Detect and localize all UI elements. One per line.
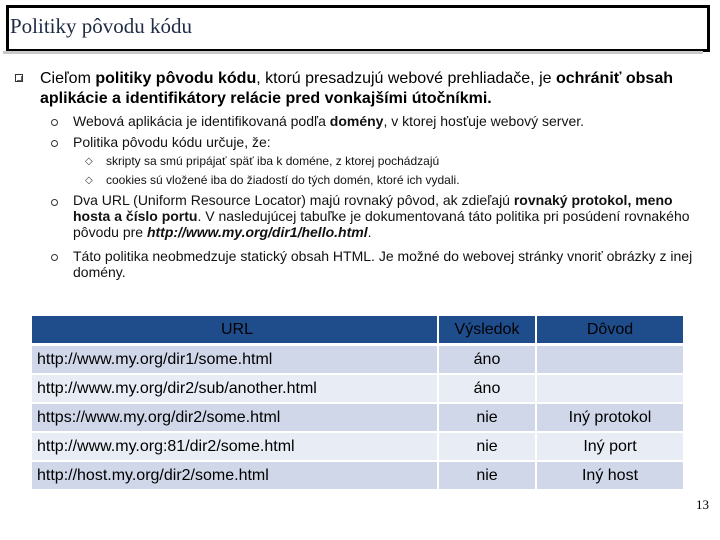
diamond-bullet-icon: ◇ (85, 156, 93, 167)
sub-item-3-bold: rovnaký protokol, meno hosta a číslo portu (73, 192, 673, 224)
sub-item-1-pre: Webová aplikácia je identifikovaná podľa (73, 113, 330, 129)
table-cell-result: áno (439, 346, 537, 375)
table-cell-url: https://www.my.org/dir2/some.html (32, 404, 439, 433)
circle-bullet-icon (51, 119, 58, 126)
table-row (32, 346, 683, 375)
table-row (32, 462, 683, 491)
table-cell-url: http://www.my.org:81/dir2/some.html (32, 433, 439, 462)
table-header-result: Výsledok (439, 316, 537, 346)
table-cell-reason: Iný port (537, 433, 683, 462)
square-bullet-icon (15, 74, 23, 82)
sub-item-3-url: http://www.my.org/dir1/hello.html (146, 224, 368, 240)
sub-item-3-mid: . V nasledujúcej tabuľke je dokumentovaná táto politika pri posúdení rovnakého pôvodu pre (73, 208, 690, 240)
table-row (32, 404, 683, 433)
title-shadow (3, 51, 703, 54)
sub-item-4: Táto politika neobmedzuje statický obsah HTML. Je možné do webovej stránky vnoriť obrázky z inej domény. (73, 248, 693, 280)
sub-item-3-pre: Dva URL (Uniform Resource Locator) majú rovnaký pôvod, ak zdieľajú (73, 192, 514, 208)
origin-table (32, 316, 683, 491)
sub-sub-item-1: skripty sa smú pripájať späť iba k doméne, z ktorej pochádzajú (106, 154, 440, 168)
circle-bullet-icon (51, 199, 58, 206)
main-bullet-text (40, 69, 700, 109)
table-header-url: URL (32, 316, 439, 346)
table-row (32, 375, 683, 404)
table-cell-reason: Iný protokol (537, 404, 683, 433)
sub-item-1 (73, 113, 693, 129)
table-cell-reason: Iný host (537, 462, 683, 491)
sub-sub-item-2: cookies sú vložené iba do žiadostí do tých domén, ktoré ich vydali. (106, 173, 460, 187)
circle-bullet-icon (51, 140, 58, 147)
main-bullet-mid: , ktorú presadzujú webové prehliadače, je (256, 70, 556, 87)
table-cell-reason (537, 375, 683, 404)
table-cell-url: http://host.my.org/dir2/some.html (32, 462, 439, 491)
diamond-bullet-icon: ◇ (85, 175, 93, 186)
main-bullet-prefix: Cieľom (40, 70, 96, 87)
table-cell-reason (537, 346, 683, 375)
table-header-reason: Dôvod (537, 316, 683, 346)
sub-item-2: Politika pôvodu kódu určuje, že: (73, 134, 271, 150)
table-header-row (32, 316, 683, 346)
table-cell-url: http://www.my.org/dir1/some.html (32, 346, 439, 375)
table-cell-url: http://www.my.org/dir2/sub/another.html (32, 375, 439, 404)
circle-bullet-icon (51, 254, 58, 261)
sub-item-1-bold: domény (329, 113, 384, 129)
sub-item-3 (73, 192, 693, 240)
main-bullet-bold1: politiky pôvodu kódu (95, 70, 257, 87)
table-cell-result: nie (439, 462, 537, 491)
sub-item-1-post: , v ktorej hosťuje webový server. (383, 113, 585, 129)
sub-item-3-end: . (367, 224, 372, 240)
table-cell-result: nie (439, 404, 537, 433)
table-cell-result: áno (439, 375, 537, 404)
main-bullet-bold2: ochrániť obsah aplikácie a identifikátory relácie pred vonkajšími útočníkmi. (40, 70, 673, 107)
page-number: 13 (696, 497, 709, 512)
table-row (32, 433, 683, 462)
slide-title: Politiky pôvodu kódu (10, 14, 193, 38)
table-cell-result: nie (439, 433, 537, 462)
